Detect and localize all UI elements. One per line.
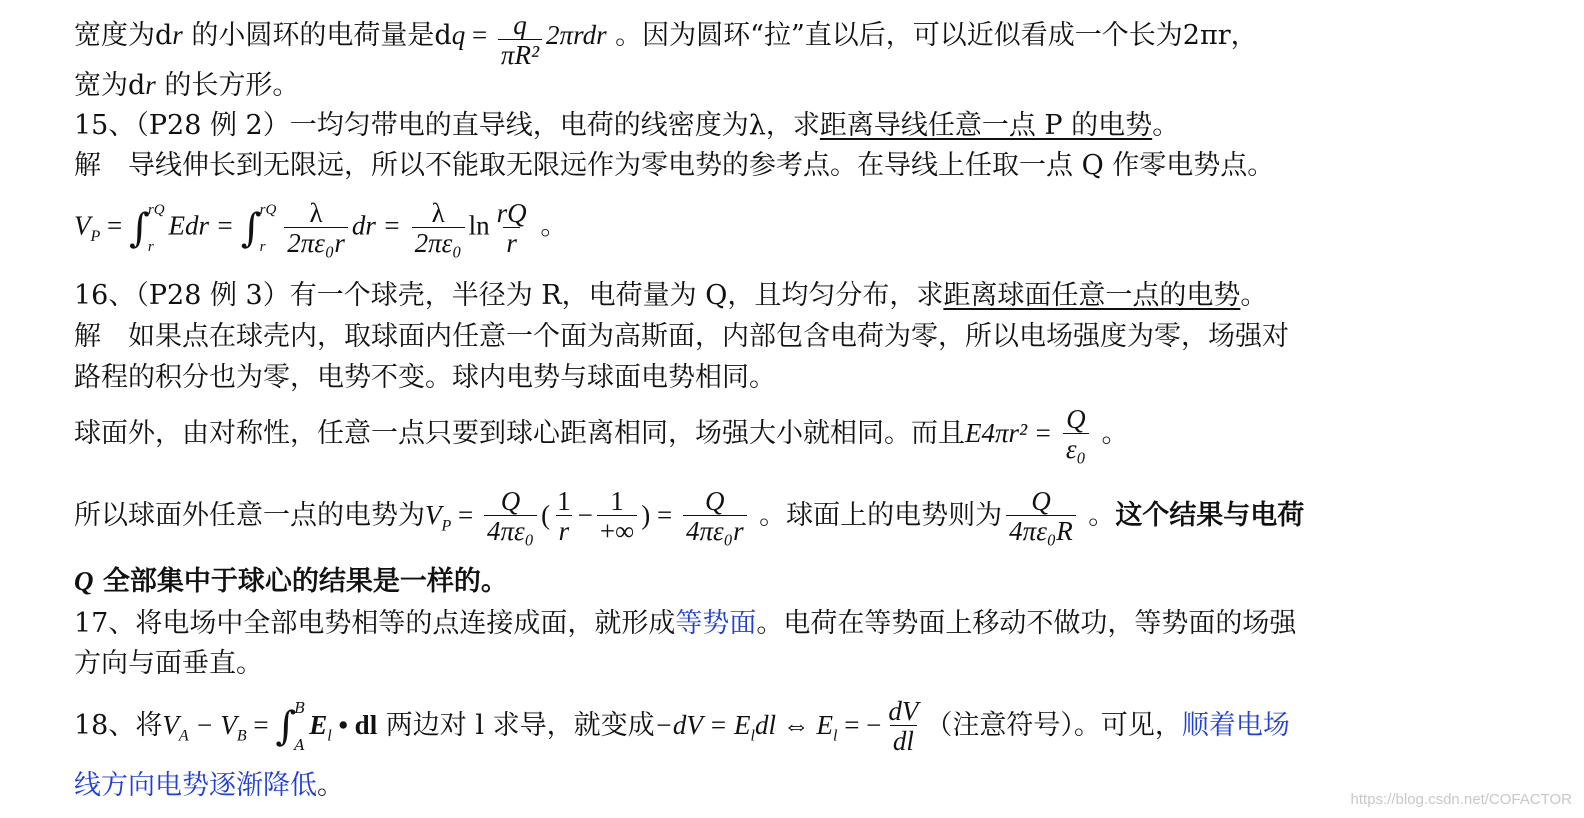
math: − V <box>188 710 237 740</box>
math-sub: l <box>832 727 838 745</box>
math: V <box>425 500 442 530</box>
math: • dl <box>331 710 378 740</box>
fraction <box>885 698 921 755</box>
math: −dV = E <box>654 710 751 740</box>
frac-den: 2πε₀r <box>284 227 348 257</box>
frac-num: Q <box>1031 486 1051 516</box>
text: 。球面上的电势则为 <box>750 500 1003 531</box>
frac-num: λ <box>309 198 323 228</box>
math: dl ⇔ E <box>754 710 833 740</box>
math: ) = <box>641 500 680 530</box>
line-2 <box>74 72 299 99</box>
bold-text: 全部集中于球心的结果是一样的。 <box>93 566 508 597</box>
underlined-text: 距离导线任意一点 P 的电势 <box>819 110 1153 141</box>
math-sub: P <box>441 517 452 535</box>
frac-num: rQ <box>496 198 527 228</box>
line-7 <box>74 323 1289 350</box>
text: 。 <box>1152 110 1180 141</box>
text: 。 <box>533 210 568 241</box>
text: 。 <box>317 770 344 801</box>
integral-limits <box>260 203 277 255</box>
lower-limit: r <box>259 238 266 255</box>
math: 2πrdr <box>546 20 607 50</box>
frac-den: πR² <box>498 39 542 69</box>
math-sub: P <box>90 228 101 246</box>
frac-den: 4πε₀ <box>484 515 537 545</box>
text: 的长方形。 <box>155 70 300 101</box>
upper-limit: rQ <box>147 201 165 218</box>
frac-num: 1 <box>610 486 624 516</box>
line-6 <box>74 282 1267 309</box>
text: 。因为圆环“拉”直以后，可以近似看成一个长为2πr， <box>606 20 1258 51</box>
text: 方向与面垂直。 <box>74 648 263 679</box>
frac-num: dV <box>888 696 919 726</box>
text: （注意符号）。可见， <box>925 710 1182 741</box>
frac-num: q <box>513 10 527 40</box>
text: 解 导线伸长到无限远，所以不能取无限远作为零电势的参考点。在导线上任取一点 Q 作零电势点。 <box>74 150 1275 181</box>
text: 。 <box>1092 418 1129 449</box>
text: 路程的积分也为零，电势不变。球内电势与球面电势相同。 <box>74 362 776 393</box>
integral-sign: ∫ <box>240 205 262 252</box>
watermark: https://blog.csdn.net/COFACTOR <box>1350 791 1572 808</box>
line-1 <box>74 8 1258 70</box>
text: 的小圆环的电荷量是d <box>182 20 452 51</box>
text: 15、（P28 例 2）一均匀带电的直导线，电荷的线密度为λ，求 <box>74 110 820 141</box>
text: 所以球面外任意一点的电势为 <box>74 500 425 531</box>
text: 18、将 <box>74 710 163 741</box>
line-8 <box>74 364 776 391</box>
math: r <box>172 20 183 50</box>
fraction <box>1006 488 1076 545</box>
frac-den: 4πε₀r <box>683 515 747 545</box>
frac-den: r <box>556 515 573 545</box>
math: ln <box>468 210 490 241</box>
line-5-formula <box>74 200 567 257</box>
math: E <box>309 710 328 740</box>
frac-num: λ <box>431 198 445 228</box>
fraction <box>597 488 637 545</box>
fraction <box>284 200 348 257</box>
frac-num: Q <box>1066 404 1086 434</box>
math: q <box>451 20 466 50</box>
math: = <box>246 710 276 740</box>
math: = − <box>837 710 882 740</box>
text: 16、（P28 例 3）有一个球壳，半径为 R，电荷量为 Q，且均匀分布，求 <box>74 280 944 311</box>
fraction <box>494 200 530 257</box>
text: 。 <box>1079 500 1116 531</box>
line-4 <box>74 152 1274 179</box>
math: Edr = <box>168 210 241 241</box>
math: − <box>577 500 593 530</box>
integral-sign: ∫ <box>275 703 297 750</box>
integral-limits <box>148 203 165 255</box>
fraction <box>498 12 542 69</box>
line-3 <box>74 112 1179 139</box>
math: ( <box>541 500 551 530</box>
fraction <box>484 488 537 545</box>
line-9 <box>74 406 1128 463</box>
math: r <box>145 70 156 100</box>
math-sub: l <box>327 727 332 745</box>
integral-sign: ∫ <box>129 205 150 252</box>
frac-den: +∞ <box>597 515 637 545</box>
math-sub: A <box>178 727 189 745</box>
highlight-text: 线方向电势逐渐降低 <box>74 770 317 801</box>
frac-den: ε₀ <box>1063 433 1089 463</box>
math: = <box>451 500 481 530</box>
math-sub: l <box>750 727 755 745</box>
text: 宽为d <box>74 70 146 101</box>
text: 球面外，由对称性，任意一点只要到球心距离相同，场强大小就相同。而且 <box>74 418 965 449</box>
fraction <box>1063 406 1089 463</box>
highlight-text: 等势面 <box>675 608 757 639</box>
upper-limit: B <box>294 698 306 717</box>
text: 。 <box>1240 280 1268 311</box>
fraction <box>683 488 747 545</box>
highlight-text: 顺着电场 <box>1181 710 1290 741</box>
math: V <box>74 210 91 241</box>
upper-limit: rQ <box>259 201 277 218</box>
bold-text: 这个结果与电荷 <box>1115 500 1305 531</box>
math: Q <box>74 566 94 596</box>
lower-limit: A <box>294 735 306 754</box>
integral-limits <box>294 698 306 754</box>
math: = <box>465 20 494 50</box>
math: dr = <box>351 210 408 241</box>
math: = <box>100 210 130 241</box>
text: 宽度为d <box>74 20 173 51</box>
line-13 <box>74 650 263 677</box>
line-10 <box>74 488 1304 545</box>
fraction <box>554 488 574 545</box>
lower-limit: r <box>147 238 154 255</box>
math: E4πr² = <box>965 418 1059 448</box>
line-11 <box>74 568 508 595</box>
frac-num: 1 <box>557 486 571 516</box>
frac-den: r <box>503 227 520 257</box>
text: 解 如果点在球壳内，取球面内任意一个面为高斯面，内部包含电荷为零，所以电场强度为零，场强对 <box>74 321 1289 352</box>
line-15 <box>74 772 344 799</box>
frac-den: 2πε₀ <box>412 227 465 257</box>
line-14 <box>74 698 1290 755</box>
line-12 <box>74 610 1296 637</box>
frac-num: Q <box>705 486 725 516</box>
frac-den: 4πε₀R <box>1006 515 1076 545</box>
text: 。电荷在等势面上移动不做功，等势面的场强 <box>756 608 1297 639</box>
frac-den: dl <box>890 725 917 755</box>
math: V <box>162 710 179 740</box>
frac-num: Q <box>500 486 521 516</box>
text: 17、将电场中全部电势相等的点连接成面，就形成 <box>74 608 676 639</box>
math-sub: B <box>236 727 247 745</box>
text: 两边对 l 求导，就变成 <box>377 710 655 741</box>
fraction <box>412 200 465 257</box>
underlined-text: 距离球面任意一点的电势 <box>943 280 1241 311</box>
